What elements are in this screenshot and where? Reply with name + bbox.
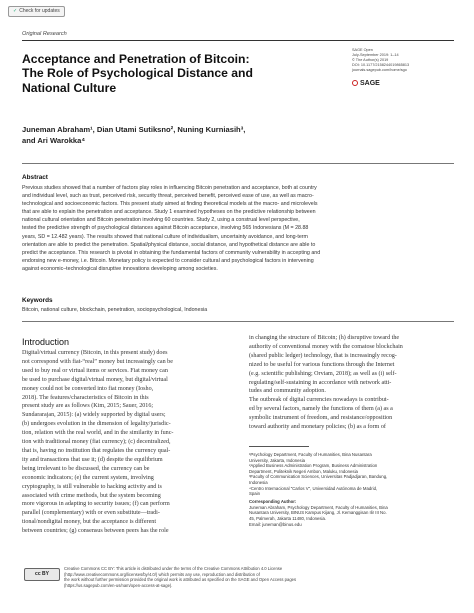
body-line: Sundararajan, 2015): (a) widely supported by digital users; <box>22 412 166 419</box>
keywords-bottom-rule <box>22 321 454 322</box>
affiliation-line: ⁴Centro Internacional “Carlos V”, Universidad Autónoma de Madrid, <box>249 485 378 491</box>
body-line: toward authority and monetary policies; (b) as a form of <box>249 424 386 431</box>
license-line: (http://www.creativecommons.org/licenses/by/4.0/) which permits any use, reproduction and distribution of <box>64 571 260 577</box>
creative-commons-badge[interactable]: cc BY <box>24 568 60 581</box>
body-line: regulating/self-sustaining in accordance with network atti- <box>249 379 392 386</box>
abstract-line: national cultural orientation and Bitcoin penetration involving 60 countries. Study 2, using a construal level perspective, <box>22 217 300 224</box>
affiliation-line: Department, Politeknik Negeri Ambon, Maluku, Indonesia <box>249 468 358 474</box>
sage-logo <box>352 80 380 87</box>
affiliation-line: ³Faculty of Communication Sciences, Universitas Padjadjaran, Bandung, <box>249 474 388 480</box>
body-line: present study are as follows (Kim, 2015; Sauer, 2016; <box>22 403 154 410</box>
body-line: tion with traditional money (fiat currency); (c) decentralized, <box>22 439 171 446</box>
keywords-text: Bitcoin, national culture, blockchain, penetration, sociopsychological, Indonesia <box>22 307 208 313</box>
license-line: (https://us.sagepub.com/en-us/nam/open-access-at-sage). <box>64 582 173 588</box>
abstract-line: years, SD = 12.482 years). The results showed that national culture of individualism, uncertainty avoidance, and long-term <box>22 233 308 240</box>
body-line: nized to be useful for various functions through the Internet <box>249 361 395 368</box>
author-line: Juneman Abraham¹, Dian Utami Sutiksno², Nuning Kurniasih³, <box>22 125 246 134</box>
corresponding-email[interactable]: Email: juneman@binus.edu <box>249 521 302 527</box>
body-line: (b) undergoes evolution in the dimension of legality/jurisdic- <box>22 421 171 428</box>
abstract-line: tested the predictive strength of psychological distances against Bitcoin acceptance, involving 565 Indonesians (M = 28.88 <box>22 225 309 232</box>
check-icon: ✓ <box>13 8 18 14</box>
journal-metadata <box>352 48 409 73</box>
journal-url[interactable]: journals.sagepub.com/home/sgo <box>352 68 407 72</box>
abstract-line: orientation are able to predict the penetration. Spatial/physical distance, social distance, and hypothetical distance are able to <box>22 241 316 248</box>
corresponding-line: Juneman Abraham, Psychology Department, Faculty of Humanities, Bina <box>249 504 388 510</box>
title-line: Acceptance and Penetration of Bitcoin: <box>22 52 250 66</box>
affiliation-line: University, Jakarta, Indonesia <box>249 457 306 463</box>
keywords-heading: Keywords <box>22 297 53 304</box>
license-line: Creative Commons CC BY: This article is distributed under the terms of the Creative Commons Attribution 4.0 License <box>64 566 283 571</box>
body-line: (e.g. scientific publishing; Orviam, 2018); as well as (i) self- <box>249 370 397 377</box>
abstract-top-rule <box>22 163 454 164</box>
body-line: in changing the structure of Bitcoin; (h) disruptive toward the <box>249 335 400 341</box>
abstract-heading: Abstract <box>22 174 48 181</box>
author-list <box>22 124 245 146</box>
check-for-updates-label: Check for updates <box>19 8 60 14</box>
body-line: symbolic instrument of freedom, and resistance/opposition <box>249 415 393 422</box>
body-line: tudes and community adoption. <box>249 388 326 395</box>
copyright: © The Author(s) 2019 <box>352 58 389 62</box>
affiliation-line: Indonesia <box>249 479 268 485</box>
license-line: the work without further permission provided the original work is attributed as specified on the SAGE and Open Access pages <box>64 577 297 583</box>
affiliation-line: ¹Psychology Department, Faculty of Humanities, Bina Nusantara <box>249 452 372 457</box>
abstract-body <box>22 184 454 273</box>
corresponding-line: 45, Palmerah, Jakarta 11480, Indonesia. <box>249 516 327 522</box>
affiliation-line: Spain <box>249 491 260 497</box>
sage-ring-icon <box>352 80 358 86</box>
license-text <box>64 566 296 588</box>
body-line: that is, having no institution that regulates the currency qual- <box>22 447 171 454</box>
article-title <box>22 52 322 95</box>
body-line: authority of conventional money with the comatose blockchain <box>249 343 403 350</box>
abstract-line: technological and socioeconomic factors. This present study aimed at finding theoretical models at the macro- and microlevels <box>22 201 318 208</box>
introduction-heading: Introduction <box>22 337 70 347</box>
author-line: and Ari Warokka⁴ <box>22 136 86 145</box>
body-line: (shared public ledger) technology, that is increasingly recog- <box>249 352 397 359</box>
body-line: 2018). The features/characteristics of Bitcoin in this <box>22 394 149 401</box>
body-line: parallel (complementary) with or even substitute—tradi- <box>22 510 160 517</box>
check-for-updates-badge[interactable] <box>8 6 65 17</box>
corresponding-author-heading: Corresponding Author: <box>249 499 297 505</box>
body-line: between countries; (g) consensus between peers has the role <box>22 528 169 535</box>
abstract-line: and individual level, such as trust, perceived risk, security threat, perceived benefit, perceived ease of use, as well as macro- <box>22 193 314 200</box>
journal-issue: July-September 2019: 1–14 <box>352 53 399 57</box>
abstract-line: endorsing new e-money, i.e. Bitcoin. Monetary policy is expected to consider cultural and psychological factors in intervening <box>22 257 314 264</box>
doi[interactable]: DOI: 10.1177/2158244019865813 <box>352 63 410 67</box>
abstract-line: predict the acceptance. This research is pivotal in obtaining the fundamental factors of community vulnerability in accepting and <box>22 249 321 256</box>
affiliations-rule <box>249 446 309 447</box>
abstract-line: that are able to explain the penetration and acceptance. Study 1 examined hypotheses on the predictive relationship between <box>22 209 316 216</box>
body-line: ity and transactions that use it; (d) despite the equilibrium <box>22 456 163 463</box>
title-line: National Culture <box>22 80 117 95</box>
sage-logo-text: SAGE <box>360 80 380 87</box>
header-rule <box>22 40 454 41</box>
body-line: being irrelevant to be discussed, the currency can be <box>22 465 150 472</box>
body-line: tion, relation with the real world, and in the similarity in func- <box>22 430 174 437</box>
introduction-left-column <box>22 349 173 536</box>
body-line: more vigorous in adapting to security issues; (f) can perform <box>22 501 170 508</box>
body-line: used to buy real or virtual items or services. Fiat money can <box>22 367 168 374</box>
body-line: be used to purchase digital/virtual money, but digital/virtual <box>22 376 168 383</box>
body-line: cryptography, is still vulnerable to hacking activity and is <box>22 483 162 490</box>
affiliation-line: ²Applied Business Administration Program, Business Administration <box>249 463 378 469</box>
introduction-right-column <box>249 334 403 432</box>
journal-name: SAGE Open <box>352 48 373 52</box>
title-line: The Role of Psychological Distance and <box>22 66 253 81</box>
body-line: The outbreak of digital currencies nowadays is contribut- <box>249 397 389 404</box>
body-line: tional/nondigital money, but the acceptance is different <box>22 519 157 526</box>
abstract-line: Previous studies showed that a number of factors play roles in influencing Bitcoin penetration and acceptance, both at country <box>22 185 317 191</box>
body-line: associated with crime methods, but the system becoming <box>22 492 161 499</box>
corresponding-line: Nusantara University, BINUS Kampus Kijang, Jl. Kemanggisan Ilir III No. <box>249 510 387 516</box>
body-line: ed by several factors, namely the functions of them (a) as a <box>249 406 393 413</box>
body-line: Digital/virtual currency (Bitcoin, in this present study) does <box>22 350 168 356</box>
abstract-line: against economic–technological disruptive innovations developing among societies. <box>22 265 218 272</box>
article-section-label: Original Research <box>22 31 67 37</box>
body-line: economic indicators; (e) the current system, involving <box>22 474 154 481</box>
body-line: money could not be converted into fiat money (Iosho, <box>22 385 154 392</box>
body-line: not correspond with fiat-“real” money but increasingly can be <box>22 358 173 365</box>
affiliations-block <box>249 452 454 527</box>
